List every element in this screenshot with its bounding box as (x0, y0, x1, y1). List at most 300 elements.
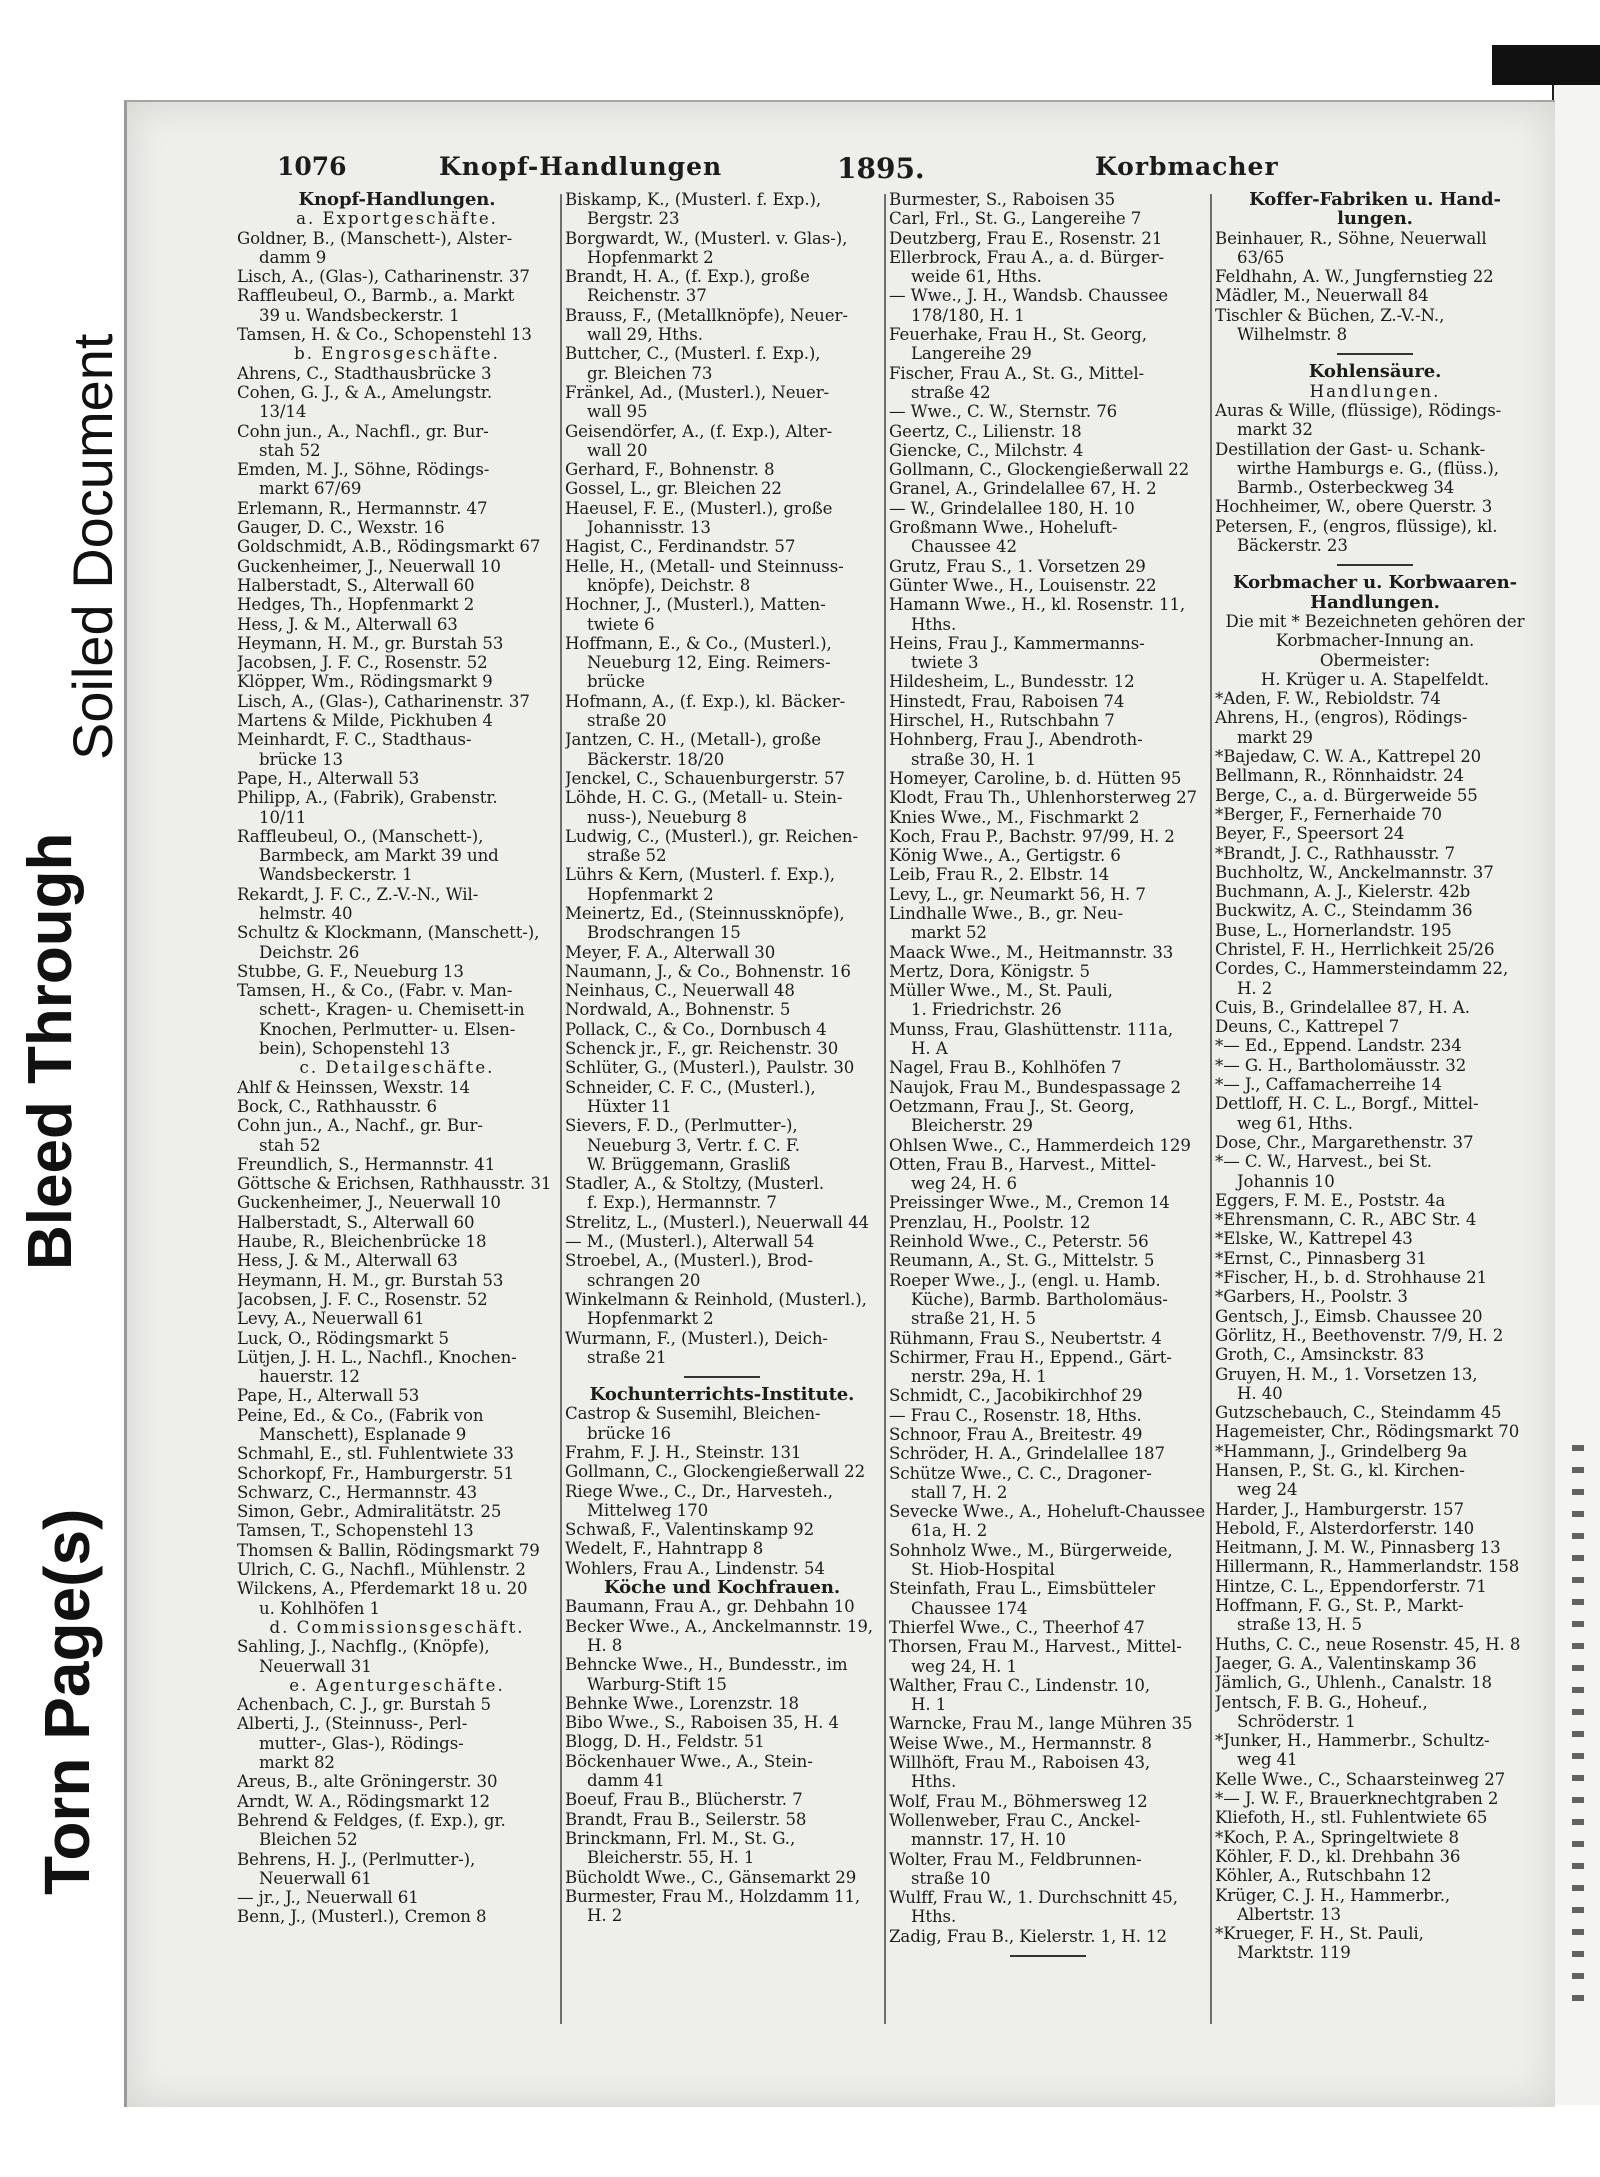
entry-continuation: Bergstr. 23 (587, 209, 680, 229)
entry-continuation: Schröderstr. 1 (1237, 1711, 1356, 1731)
entry-continuation: wall 29, Hths. (587, 325, 703, 345)
directory-entry: Behrend & Feldges, (f. Exp.), gr. (237, 1810, 506, 1830)
directory-entry: Gollmann, C., Glockengießerwall 22 (565, 1462, 866, 1482)
directory-entry: Hoffmann, E., & Co., (Musterl.), (565, 633, 832, 653)
directory-entry: Gossel, L., gr. Bleichen 22 (565, 479, 782, 499)
directory-entry: Prenzlau, H., Poolstr. 12 (889, 1212, 1091, 1232)
entry-continuation: W. Brüggemann, Grasliß (587, 1154, 791, 1174)
entry-continuation: bein), Schopenstehl 13 (259, 1039, 451, 1059)
entry-continuation: Neueburg 3, Vertr. f. C. F. (587, 1135, 800, 1155)
directory-entry: Pollack, C., & Co., Dornbusch 4 (565, 1019, 827, 1039)
directory-entry: Simon, Gebr., Admiralitätstr. 25 (237, 1502, 502, 1522)
directory-entry: Kelle Wwe., C., Schaarsteinweg 27 (1215, 1769, 1506, 1789)
directory-entry: Schütze Wwe., C. C., Dragoner- (889, 1463, 1152, 1483)
directory-entry: Zadig, Frau B., Kielerstr. 1, H. 12 (889, 1926, 1168, 1946)
directory-entry: *— C. W., Harvest., bei St. (1215, 1152, 1432, 1172)
directory-entry: Pape, H., Alterwall 53 (237, 768, 420, 788)
directory-entry: Ulrich, C. G., Nachfl., Mühlenstr. 2 (237, 1560, 526, 1580)
entry-continuation: Marktstr. 119 (1237, 1943, 1351, 1963)
directory-entry: Munss, Frau, Glashüttenstr. 111a, (889, 1019, 1174, 1039)
entry-continuation: Neuerwall 31 (259, 1656, 372, 1676)
entry-continuation: nuss-), Neueburg 8 (587, 807, 747, 827)
entry-continuation: Chaussee 42 (911, 537, 1017, 557)
directory-entry: Feuerhake, Frau H., St. Georg, (889, 325, 1147, 345)
directory-entry: Jämlich, G., Uhlenh., Canalstr. 18 (1215, 1673, 1492, 1693)
entry-continuation: Barmbeck, am Markt 39 und (259, 846, 499, 866)
adjacent-page-text-marks (1572, 1445, 1584, 2005)
entry-continuation: 10/11 (259, 807, 307, 827)
entry-continuation: Hüxter 11 (587, 1096, 672, 1116)
directory-entry: Brandt, Frau B., Seilerstr. 58 (565, 1809, 807, 1829)
directory-entry: Hochner, J., (Musterl.), Matten- (565, 595, 826, 615)
directory-entry: Ahrens, C., Stadthausbrücke 3 (237, 363, 492, 383)
directory-entry: Mertz, Dora, Königstr. 5 (889, 961, 1090, 981)
directory-entry: Tamsen, T., Schopenstehl 13 (237, 1521, 474, 1541)
directory-entry: Schröder, H. A., Grindelallee 187 (889, 1444, 1165, 1464)
entry-continuation: markt 67/69 (259, 479, 362, 499)
directory-entry: Buse, L., Hornerlandstr. 195 (1215, 920, 1452, 940)
directory-entry: Goldschmidt, A.B., Rödingsmarkt 67 (237, 537, 541, 557)
entry-continuation: knöpfe), Deichstr. 8 (587, 575, 751, 595)
directory-entry: Castrop & Susemihl, Bleichen- (565, 1404, 821, 1424)
directory-entry: Wolter, Frau M., Feldbrunnen- (889, 1849, 1142, 1869)
directory-entry: Reumann, A., St. G., Mittelstr. 5 (889, 1251, 1155, 1271)
entry-continuation: straße 52 (587, 846, 667, 866)
directory-entry: Stadler, A., & Stoltzy, (Musterl. (565, 1174, 825, 1194)
directory-entry: Oetzmann, Frau J., St. Georg, (889, 1096, 1135, 1116)
directory-entry: Schneider, C. F. C., (Musterl.), (565, 1077, 816, 1097)
entry-continuation: twiete 6 (587, 614, 655, 634)
directory-entry: *Aden, F. W., Rebioldstr. 74 (1215, 689, 1441, 709)
directory-entry: Hagemeister, Chr., Rödingsmarkt 70 (1215, 1422, 1520, 1442)
directory-entry: Biskamp, K., (Musterl. f. Exp.), (565, 190, 822, 209)
entry-continuation: wall 95 (587, 402, 648, 422)
directory-entry: Cuis, B., Grindelallee 87, H. A. (1215, 997, 1470, 1017)
entry-continuation: straße 20 (587, 711, 667, 731)
directory-entry: Bücholdt Wwe., C., Gänsemarkt 29 (565, 1867, 857, 1887)
directory-entry: Lisch, A., (Glas-), Catharinenstr. 37 (237, 267, 530, 287)
directory-entry: Wollenweber, Frau C., Anckel- (889, 1810, 1141, 1830)
entry-continuation: brücke 13 (259, 749, 343, 769)
directory-entry: Brauss, F., (Metallknöpfe), Neuer- (565, 305, 848, 325)
entry-continuation: H. 2 (1237, 978, 1273, 998)
directory-entry: Destillation der Gast- u. Schank- (1215, 439, 1486, 459)
entry-continuation: Bäckerstr. 18/20 (587, 749, 725, 769)
directory-entry: Schenck jr., F., gr. Reichenstr. 30 (565, 1039, 839, 1059)
directory-entry: Gruyen, H. M., 1. Vorsetzen 13, (1215, 1364, 1478, 1384)
directory-entry: Naumann, J., & Co., Bohnenstr. 16 (565, 961, 851, 981)
directory-entry: Hillermann, R., Hammerlandstr. 158 (1215, 1557, 1520, 1577)
entry-continuation: Langereihe 29 (911, 344, 1032, 364)
directory-entry: Görlitz, H., Beethovenstr. 7/9, H. 2 (1215, 1325, 1504, 1345)
directory-entry: Strelitz, L., (Musterl.), Neuerwall 44 (565, 1212, 869, 1232)
directory-entry: Köhler, A., Rutschbahn 12 (1215, 1866, 1432, 1886)
directory-entry: Roeper Wwe., J., (engl. u. Hamb. (889, 1270, 1161, 1290)
entry-continuation: Bleichen 52 (259, 1830, 358, 1850)
entry-continuation: brücke 16 (587, 1423, 671, 1443)
directory-entry: Behnke Wwe., Lorenzstr. 18 (565, 1693, 799, 1713)
directory-entry: Heitmann, J. M. W., Pinnasberg 13 (1215, 1538, 1501, 1558)
entry-continuation: Barmb., Osterbeckweg 34 (1237, 478, 1455, 498)
directory-entry: Wedelt, F., Hahntrapp 8 (565, 1539, 764, 1559)
directory-entry: Raffleubeul, O., (Manschett-), (237, 826, 484, 846)
directory-entry: Gauger, D. C., Wexstr. 16 (237, 518, 445, 538)
directory-entry: Brandt, H. A., (f. Exp.), große (565, 267, 810, 287)
directory-entry: Ahlf & Heinssen, Wexstr. 14 (237, 1077, 470, 1097)
directory-entry: Brinckmann, Frl. M., St. G., (565, 1828, 796, 1848)
directory-entry: Koch, Frau P., Bachstr. 97/99, H. 2 (889, 826, 1175, 846)
directory-entry: Otten, Frau B., Harvest., Mittel- (889, 1154, 1156, 1174)
section-heading: Knopf-Handlungen. (298, 190, 496, 210)
directory-entry: Köhler, F. D., kl. Drehbahn 36 (1215, 1846, 1461, 1866)
entry-continuation: stah 52 (259, 1135, 321, 1155)
directory-entry: Haeusel, F. E., (Musterl.), große (565, 498, 833, 518)
directory-entry: Cohn jun., A., Nachfl., gr. Bur- (237, 421, 489, 441)
directory-entry: — W., Grindelallee 180, H. 10 (889, 498, 1135, 518)
entry-continuation: damm 41 (587, 1771, 665, 1791)
directory-entry: Hochheimer, W., obere Querstr. 3 (1215, 497, 1493, 517)
entry-continuation: stah 52 (259, 440, 321, 460)
directory-entry: Giencke, C., Milchstr. 4 (889, 440, 1084, 460)
entry-continuation: straße 13, H. 5 (1237, 1615, 1362, 1635)
directory-entry: Hofmann, A., (f. Exp.), kl. Bäcker- (565, 691, 846, 711)
directory-entry: Buckwitz, A. C., Steindamm 36 (1215, 901, 1473, 921)
directory-entry: Wulff, Frau W., 1. Durchschnitt 45, (889, 1888, 1178, 1908)
directory-entry: *Brandt, J. C., Rathhausstr. 7 (1215, 843, 1455, 863)
directory-entry: Warncke, Frau M., lange Mühren 35 (889, 1714, 1193, 1734)
entry-continuation: mutter-, Glas-), Rödings- (259, 1733, 464, 1753)
entry-continuation: weg 24, H. 6 (911, 1174, 1017, 1194)
directory-entry: Großmann Wwe., Hoheluft- (889, 518, 1118, 538)
directory-entry: Lindhalle Wwe., B., gr. Neu- (889, 903, 1123, 923)
directory-entry: Hansen, P., St. G., kl. Kirchen- (1215, 1461, 1465, 1480)
directory-entry: Göttsche & Erichsen, Rathhausstr. 31 (237, 1174, 552, 1194)
adjacent-page-edge (1552, 85, 1600, 2105)
directory-entry: Lührs & Kern, (Musterl. f. Exp.), (565, 865, 835, 885)
directory-entry: Eggers, F. M. E., Poststr. 4a (1215, 1190, 1446, 1210)
subsection-heading: Handlungen. (1309, 381, 1441, 401)
directory-entry: Petersen, F., (engros, flüssige), kl. (1215, 516, 1498, 536)
directory-entry: Klodt, Frau Th., Uhlenhorsterweg 27 (889, 788, 1197, 808)
entry-continuation: Hopfenmarkt 2 (587, 1309, 714, 1329)
directory-entry: Klöpper, Wm., Rödingsmarkt 9 (237, 672, 493, 692)
directory-entry: *Berger, F., Fernerhaide 70 (1215, 804, 1442, 824)
directory-entry: Burmester, Frau M., Holzdamm 11, (565, 1886, 861, 1906)
directory-entry: Tamsen, H., & Co., (Fabr. v. Man- (237, 981, 513, 1001)
directory-entry: Hohnberg, Frau J., Abendroth- (889, 730, 1143, 750)
directory-entry: Hagist, C., Ferdinandstr. 57 (565, 537, 796, 557)
directory-entry: Hirschel, H., Rutschbahn 7 (889, 711, 1115, 731)
directory-entry: Lisch, A., (Glas-), Catharinenstr. 37 (237, 691, 530, 711)
note-line: Die mit * Bezeichneten gehören der (1225, 611, 1525, 631)
entry-continuation: Manschett), Esplanade 9 (259, 1425, 467, 1444)
section-heading: Köche und Kochfrauen. (603, 1578, 841, 1598)
section-heading: lungen. (1337, 209, 1413, 229)
directory-entry: Arndt, W. A., Rödingsmarkt 12 (237, 1791, 490, 1811)
directory-entry: Hess, J. & M., Alterwall 63 (237, 614, 458, 634)
directory-entry: Krüger, C. J. H., Hammerbr., (1215, 1885, 1451, 1905)
subsection-heading: e. Agenturgeschäfte. (289, 1675, 505, 1695)
directory-entry: *— J., Caffamacherreihe 14 (1215, 1075, 1442, 1095)
directory-entry: Harder, J., Hamburgerstr. 157 (1215, 1499, 1464, 1519)
entry-continuation: Neuerwall 61 (259, 1868, 372, 1888)
entry-continuation: Warburg-Stift 15 (587, 1674, 727, 1694)
entry-continuation: Brodschrangen 15 (587, 923, 741, 943)
directory-entry: Knies Wwe., M., Fischmarkt 2 (889, 807, 1140, 827)
directory-entry: Behncke Wwe., H., Bundesstr., im (565, 1655, 848, 1675)
directory-entry: Tamsen, H. & Co., Schopenstehl 13 (237, 325, 532, 345)
directory-entry: Freundlich, S., Hermannstr. 41 (237, 1154, 496, 1174)
directory-entry: Lütjen, J. H. L., Nachfl., Knochen- (237, 1347, 517, 1367)
directory-entry: Riege Wwe., C., Dr., Harvesteh., (565, 1481, 833, 1501)
entry-continuation: gr. Bleichen 73 (587, 363, 713, 383)
directory-entry: Buchmann, A. J., Kielerstr. 42b (1215, 882, 1471, 902)
directory-entry: Boeuf, Frau B., Blücherstr. 7 (565, 1790, 803, 1810)
directory-entry: Gerhard, F., Bohnenstr. 8 (565, 460, 775, 480)
entry-continuation: Wilhelmstr. 8 (1237, 325, 1348, 345)
directory-entry: Jacobsen, J. F. C., Rosenstr. 52 (237, 653, 488, 673)
directory-entry: Granel, A., Grindelallee 67, H. 2 (889, 479, 1157, 499)
column-rule (884, 194, 886, 2024)
directory-entry: Schnoor, Frau A., Breitestr. 49 (889, 1425, 1143, 1444)
entry-continuation: Bleicherstr. 55, H. 1 (587, 1848, 755, 1868)
directory-entry: Schwaß, F., Valentinskamp 92 (565, 1520, 815, 1540)
directory-entry: Jantzen, C. H., (Metall-), große (565, 730, 821, 750)
entry-continuation: straße 42 (911, 382, 991, 402)
entry-continuation: Neueburg 12, Eing. Reimers- (587, 653, 831, 673)
directory-entry: Sahling, J., Nachflg., (Knöpfe), (237, 1637, 490, 1657)
directory-entry: Schwarz, C., Hermannstr. 43 (237, 1482, 478, 1502)
entry-continuation: Küche), Barmb. Bartholomäus- (911, 1289, 1168, 1309)
directory-entry: *Hammann, J., Grindelberg 9a (1215, 1441, 1467, 1461)
directory-entry: Beinhauer, R., Söhne, Neuerwall (1215, 228, 1487, 248)
entry-continuation: weg 41 (1237, 1750, 1298, 1770)
entry-continuation: markt 52 (911, 923, 987, 943)
entry-continuation: weide 61, Hths. (911, 267, 1042, 287)
directory-entry: Kliefoth, H., stl. Fuhlentwiete 65 (1215, 1808, 1488, 1828)
directory-entry: *Junker, H., Hammerbr., Schultz- (1215, 1731, 1490, 1751)
directory-entry: Mädler, M., Neuerwall 84 (1215, 286, 1429, 306)
directory-entry: Deutzberg, Frau E., Rosenstr. 21 (889, 228, 1163, 248)
directory-entry: Grutz, Frau S., 1. Vorsetzen 29 (889, 556, 1146, 576)
directory-entry: Haube, R., Bleichenbrücke 18 (237, 1232, 487, 1252)
directory-entry: Günter Wwe., H., Louisenstr. 22 (889, 575, 1157, 595)
directory-entry: Benn, J., (Musterl.), Cremon 8 (237, 1907, 487, 1927)
section-heading: Handlungen. (1310, 592, 1440, 612)
directory-entry: Auras & Wille, (flüssige), Rödings- (1215, 400, 1502, 420)
directory-entry: Achenbach, C. J., gr. Burstah 5 (237, 1695, 491, 1715)
directory-entry: Levy, L., gr. Neumarkt 56, H. 7 (889, 884, 1146, 904)
directory-entry: Hoffmann, F. G., St. P., Markt- (1215, 1596, 1464, 1616)
directory-entry: — M., (Musterl.), Alterwall 54 (565, 1232, 815, 1252)
directory-entry: Ludwig, C., (Musterl.), gr. Reichen- (565, 826, 859, 846)
directory-entry: Gutzschebauch, C., Steindamm 45 (1215, 1403, 1502, 1423)
directory-entry: Leib, Frau R., 2. Elbstr. 14 (889, 865, 1110, 885)
running-title-right: Korbmacher (1095, 152, 1279, 181)
directory-entry: Schmahl, E., stl. Fuhlentwiete 33 (237, 1444, 514, 1464)
subsection-heading: c. Detailgeschäfte. (299, 1058, 495, 1078)
entry-continuation: H. 8 (587, 1635, 623, 1655)
directory-entry: Feldhahn, A. W., Jungfernstieg 22 (1215, 267, 1494, 287)
directory-entry: Levy, A., Neuerwall 61 (237, 1309, 425, 1329)
directory-entry: Cohn jun., A., Nachf., gr. Bur- (237, 1116, 483, 1136)
directory-entry: Wohlers, Frau A., Lindenstr. 54 (565, 1558, 825, 1578)
directory-page (124, 100, 1555, 2107)
directory-entry: Jacobsen, J. F. C., Rosenstr. 52 (237, 1289, 488, 1309)
entry-continuation: Hths. (911, 1772, 957, 1792)
directory-entry: Baumann, Frau A., gr. Dehbahn 10 (565, 1597, 855, 1617)
directory-entry: Jaeger, G. A., Valentinskamp 36 (1215, 1653, 1477, 1673)
directory-entry: Bibo Wwe., S., Raboisen 35, H. 4 (565, 1713, 839, 1733)
entry-continuation: helmstr. 40 (259, 903, 353, 923)
directory-entry: Walther, Frau C., Lindenstr. 10, (889, 1675, 1151, 1695)
directory-entry: Müller Wwe., M., St. Pauli, (889, 981, 1113, 1001)
directory-entry: Gentsch, J., Eimsb. Chaussee 20 (1215, 1306, 1483, 1326)
entry-continuation: Hopfenmarkt 2 (587, 247, 714, 267)
directory-entry: Cordes, C., Hammersteindamm 22, (1215, 959, 1509, 979)
entry-continuation: straße 21 (587, 1347, 667, 1367)
directory-entry: Schorkopf, Fr., Hamburgerstr. 51 (237, 1463, 514, 1483)
directory-entry: Neinhaus, C., Neuerwall 48 (565, 981, 795, 1001)
entry-continuation: St. Hiob-Hospital (911, 1560, 1055, 1580)
directory-entry: Hedges, Th., Hopfenmarkt 2 (237, 595, 475, 615)
note-line: H. Krüger u. A. Stapelfeldt. (1260, 669, 1490, 689)
entry-continuation: 13/14 (259, 402, 307, 422)
directory-entry: Preissinger Wwe., M., Cremon 14 (889, 1193, 1170, 1213)
entry-continuation: schett-, Kragen- u. Chemisett-in (259, 1000, 525, 1020)
directory-entry: *— Ed., Eppend. Landstr. 234 (1215, 1036, 1462, 1056)
directory-entry: Luck, O., Rödingsmarkt 5 (237, 1328, 450, 1348)
section-divider (1215, 555, 1535, 573)
entry-continuation: f. Exp.), Hermannstr. 7 (587, 1193, 777, 1213)
entry-continuation: weg 24 (1237, 1480, 1298, 1500)
directory-entry: Hintze, C. L., Eppendorferstr. 71 (1215, 1576, 1487, 1596)
entry-continuation: weg 61, Hths. (1237, 1113, 1353, 1133)
entry-continuation: Mittelweg 170 (587, 1500, 709, 1520)
directory-entry: Sevecke Wwe., A., Hoheluft-Chaussee (889, 1502, 1206, 1522)
directory-entry: Areus, B., alte Gröningerstr. 30 (237, 1772, 498, 1792)
entry-continuation: Knochen, Perlmutter- u. Elsen- (259, 1019, 516, 1039)
directory-entry: Thierfel Wwe., C., Theerhof 47 (889, 1617, 1145, 1637)
directory-entry: Peine, Ed., & Co., (Fabrik von (237, 1405, 484, 1425)
entry-continuation: H. 40 (1237, 1383, 1283, 1403)
directory-entry: Behrens, H. J., (Perlmutter-), (237, 1849, 476, 1869)
directory-entry: *Koch, P. A., Springeltwiete 8 (1215, 1827, 1459, 1847)
directory-entry: Weise Wwe., M., Hermannstr. 8 (889, 1733, 1152, 1753)
column-3 (889, 190, 1207, 2030)
directory-entry: Erlemann, R., Hermannstr. 47 (237, 498, 488, 518)
scan-border-top (1492, 45, 1600, 85)
directory-entry: Cohen, G. J., & A., Amelungstr. (237, 382, 492, 402)
directory-entry: *Fischer, H., b. d. Strohhause 21 (1215, 1268, 1488, 1288)
directory-entry: — Frau C., Rosenstr. 18, Hths. (889, 1405, 1142, 1425)
column-rule (560, 194, 562, 2024)
directory-entry: Schlüter, G., (Musterl.), Paulstr. 30 (565, 1058, 855, 1078)
note-line: Korbmacher-Innung an. (1275, 631, 1475, 651)
column-rule (1210, 194, 1212, 2024)
directory-entry: Martens & Milde, Pickhuben 4 (237, 711, 493, 731)
entry-continuation: markt 82 (259, 1753, 335, 1773)
directory-entry: Gollmann, C., Glockengießerwall 22 (889, 460, 1190, 480)
directory-entry: Rekardt, J. F. C., Z.-V.-N., Wil- (237, 884, 479, 904)
section-heading: Kochunterrichts-Institute. (589, 1385, 855, 1405)
directory-entry: Rühmann, Frau S., Neubertstr. 4 (889, 1328, 1162, 1348)
entry-continuation: Wandsbeckerstr. 1 (259, 865, 413, 885)
directory-entry: Nordwald, A., Bohnenstr. 5 (565, 1000, 791, 1020)
directory-entry: Sievers, F. D., (Perlmutter-), (565, 1116, 798, 1136)
bleed-through-label: Bleed Through (16, 832, 85, 1270)
entry-continuation: schrangen 20 (587, 1270, 701, 1290)
entry-continuation: Chaussee 174 (911, 1598, 1028, 1618)
directory-entry: Jentsch, F. B. G., Hoheuf., (1215, 1692, 1428, 1712)
directory-entry: Blogg, D. H., Feldstr. 51 (565, 1732, 765, 1752)
directory-entry: — jr., J., Neuerwall 61 (237, 1888, 419, 1908)
entry-continuation: 178/180, H. 1 (911, 305, 1025, 325)
directory-entry: Becker Wwe., A., Anckelmannstr. 19, (565, 1616, 873, 1636)
directory-entry: Groth, C., Amsinckstr. 83 (1215, 1345, 1425, 1365)
running-title-left: Knopf-Handlungen (439, 152, 723, 181)
directory-entry: Hildesheim, L., Bundesstr. 12 (889, 672, 1135, 692)
directory-entry: *Krueger, F. H., St. Pauli, (1215, 1924, 1424, 1944)
page-year: 1895. (837, 152, 925, 185)
directory-entry: Schirmer, Frau H., Eppend., Gärt- (889, 1347, 1172, 1367)
directory-entry: Geisendörfer, A., (f. Exp.), Alter- (565, 421, 833, 441)
entry-continuation: 63/65 (1237, 247, 1285, 267)
directory-entry: Reinhold Wwe., C., Peterstr. 56 (889, 1232, 1149, 1252)
directory-entry: Sohnholz Wwe., M., Bürgerweide, (889, 1540, 1173, 1560)
directory-entry: Meinhardt, F. C., Stadthaus- (237, 730, 472, 750)
column-1 (237, 190, 557, 2030)
entry-continuation: H. 1 (911, 1695, 947, 1715)
directory-entry: Halberstadt, S., Alterwall 60 (237, 1212, 475, 1232)
directory-entry: Helle, H., (Metall- und Steinnuss- (565, 556, 844, 576)
directory-entry: Ahrens, H., (engros), Rödings- (1215, 708, 1468, 728)
note-line: Obermeister: (1319, 650, 1431, 670)
entry-continuation: hauerstr. 12 (259, 1367, 360, 1387)
directory-entry: Jenckel, C., Schauenburgerstr. 57 (565, 768, 845, 788)
directory-entry: Willhöft, Frau M., Raboisen 43, (889, 1753, 1151, 1773)
directory-entry: Raffleubeul, O., Barmb., a. Markt (237, 286, 515, 306)
entry-continuation: H. 2 (587, 1906, 623, 1926)
directory-entry: *— J. W. F., Brauerknechtgraben 2 (1215, 1789, 1499, 1809)
directory-entry: Goldner, B., (Manschett-), Alster- (237, 228, 513, 248)
entry-continuation: weg 24, H. 1 (911, 1656, 1017, 1676)
entry-continuation: Johannisstr. 13 (587, 518, 711, 538)
directory-entry: Heymann, H. M., gr. Burstah 53 (237, 633, 504, 653)
section-heading: Korbmacher u. Korbwaaren- (1232, 573, 1518, 593)
entry-continuation: brücke (587, 672, 645, 692)
directory-entry: Frahm, F. J. H., Steinstr. 131 (565, 1443, 802, 1462)
entry-continuation: Bleicherstr. 29 (911, 1116, 1033, 1136)
column-2 (565, 190, 879, 2030)
directory-entry: *Bajedaw, C. W. A., Kattrepel 20 (1215, 747, 1482, 767)
directory-entry: Homeyer, Caroline, b. d. Hütten 95 (889, 768, 1182, 788)
directory-entry: Halberstadt, S., Alterwall 60 (237, 575, 475, 595)
directory-entry: Huths, C. C., neue Rosenstr. 45, H. 8 (1215, 1634, 1521, 1654)
directory-entry: Carl, Frl., St. G., Langereihe 7 (889, 209, 1142, 229)
directory-entry: Guckenheimer, J., Neuerwall 10 (237, 556, 501, 576)
directory-entry: Winkelmann & Reinhold, (Musterl.), (565, 1289, 867, 1309)
directory-entry: Buchholtz, W., Anckelmannstr. 37 (1215, 862, 1494, 882)
directory-entry: Maack Wwe., M., Heitmannstr. 33 (889, 942, 1174, 962)
directory-entry: Dose, Chr., Margarethenstr. 37 (1215, 1132, 1474, 1152)
directory-entry: Schultz & Klockmann, (Manschett-), (237, 923, 540, 943)
directory-entry: Stroebel, A., (Musterl.), Brod- (565, 1251, 813, 1271)
entry-continuation: markt 32 (1237, 420, 1313, 440)
directory-entry: Christel, F. H., Herrlichkeit 25/26 (1215, 939, 1495, 959)
directory-entry: Emden, M. J., Söhne, Rödings- (237, 460, 490, 480)
entry-continuation: Hths. (911, 1907, 957, 1927)
